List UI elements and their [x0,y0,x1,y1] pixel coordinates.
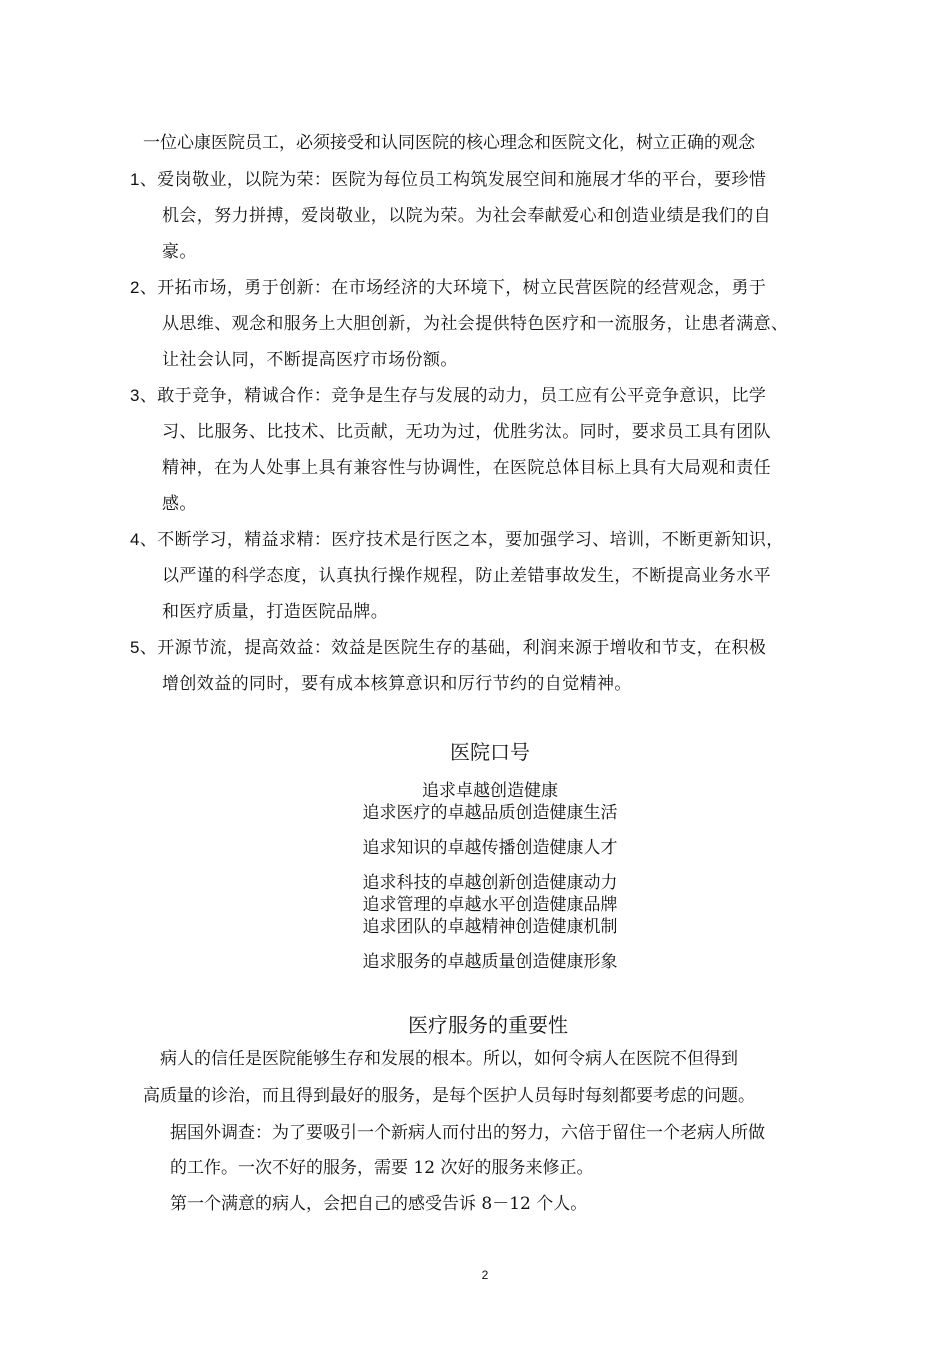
intro-paragraph: 一位心康医院员工，必须接受和认同医院的核心理念和医院文化，树立正确的观念 [143,133,755,153]
service-paragraph-line: 病人的信任是医院能够生存和发展的根本。所以，如何令病人在医院不但得到 [160,1049,738,1069]
slogan-line: 追求知识的卓越传播创造健康人才 [362,838,618,858]
list-item [130,522,850,630]
slogan-line: 追求医疗的卓越品质创造健康生活 [362,803,618,823]
slogan-line: 追求科技的卓越创新创造健康动力 [362,873,618,893]
item-line: 从思维、观念和服务上大胆创新，为社会提供特色医疗和一流服务，让患者满意、 [162,314,789,334]
item-number: 1、 [130,170,158,189]
item-line: 增创效益的同时，要有成本核算意识和厉行节约的自觉精神。 [162,674,632,694]
item-number: 4、 [130,530,158,549]
item-number: 3、 [130,386,158,405]
slogan-line: 追求团队的卓越精神创造健康机制 [362,917,618,937]
item-line: 机会，努力拼搏，爱岗敬业，以院为荣。为社会奉献爱心和创造业绩是我们的自 [162,206,771,226]
item-line: 习、比服务、比技术、比贡献，无功为过，优胜劣汰。同时，要求员工具有团队 [162,422,771,442]
slogan-line: 追求管理的卓越水平创造健康品牌 [362,895,618,915]
section-heading-slogan: 医院口号 [450,740,530,764]
slogan-line: 追求卓越创造健康 [422,781,558,801]
service-paragraph-line: 据国外调查：为了要吸引一个新病人而付出的努力，六倍于留住一个老病人所做 [170,1123,765,1143]
item-line: 敢于竞争，精诚合作：竞争是生存与发展的动力，员工应有公平竞争意识，比学 [157,386,767,406]
service-paragraph-line: 高质量的诊治，而且得到最好的服务，是每个医护人员每时每刻都要考虑的问题。 [143,1086,755,1106]
item-number: 5、 [130,638,158,657]
item-line: 豪。 [162,242,197,262]
item-line: 和医疗质量，打造医院品牌。 [162,602,389,622]
item-line: 不断学习，精益求精：医疗技术是行医之本，要加强学习、培训，不断更新知识， [157,530,784,550]
item-line: 以严谨的科学态度，认真执行操作规程，防止差错事故发生，不断提高业务水平 [162,566,771,586]
item-line: 爱岗敬业，以院为荣：医院为每位员工构筑发展空间和施展才华的平台，要珍惜 [157,170,767,190]
section-heading-service: 医疗服务的重要性 [408,1013,568,1037]
item-line: 精神，在为人处事上具有兼容性与协调性，在医院总体目标上具有大局观和责任 [162,458,771,478]
list-item [130,630,850,702]
slogan-line: 追求服务的卓越质量创造健康形象 [362,952,618,972]
item-line: 开源节流，提高效益：效益是医院生存的基础，利润来源于增收和节支，在积极 [157,638,767,658]
service-paragraph-line: 的工作。一次不好的服务，需要 12 次好的服务来修正。 [170,1158,594,1178]
list-item [130,162,850,270]
item-line: 开拓市场，勇于创新：在市场经济的大环境下，树立民营医院的经营观念，勇于 [157,278,767,298]
service-paragraph-line: 第一个满意的病人，会把自己的感受告诉 8－12 个人。 [170,1194,588,1214]
page-number: 2 [481,1268,489,1282]
item-line: 让社会认同，不断提高医疗市场份额。 [162,350,458,370]
list-item [130,270,850,378]
item-line: 感。 [162,494,197,514]
item-number: 2、 [130,278,158,297]
list-item [130,378,850,522]
